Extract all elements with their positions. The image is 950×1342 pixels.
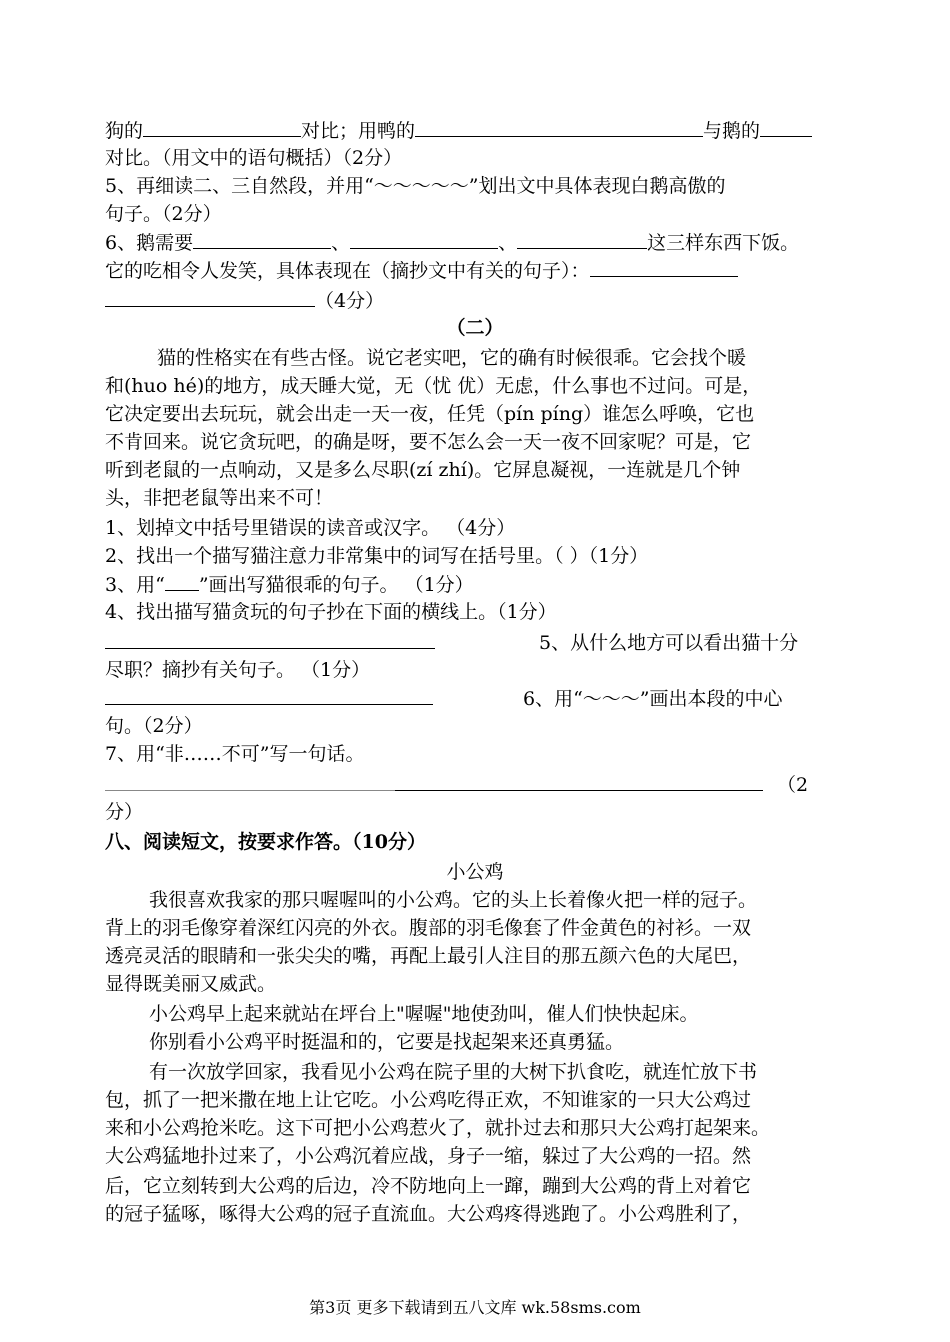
answer-blank[interactable] [395, 770, 763, 791]
question-7-answer-line [105, 770, 808, 798]
question-5-line2: 尽职？摘抄有关句子。 （1分） [105, 659, 371, 681]
passage-line: 听到老鼠的一点响动，又是多么尽职(zí zhí)。它屏息凝视，一连就是几个钟 [105, 459, 741, 481]
text: 5、从什么地方可以看出猫十分 [539, 632, 799, 654]
story-line: 你别看小公鸡平时挺温和的，它要是找起架来还真勇猛。 [149, 1031, 625, 1053]
answer-blank[interactable] [105, 770, 395, 791]
passage-line: 猫的性格实在有些古怪。说它老实吧，它的确有时候很乖。它会找个暖 [157, 347, 747, 369]
q6-line1 [105, 228, 799, 256]
q4-line1 [105, 116, 812, 144]
story-line: 来和小公鸡抢米吃。这下可把小公鸡惹火了，就扑过去和那只大公鸡打起架来。 [105, 1117, 771, 1139]
question-4: 4、找出描写猫贪玩的句子抄在下面的横线上。（1分） [105, 601, 557, 623]
text: （2 [777, 774, 809, 796]
story-line: 我很喜欢我家的那只喔喔叫的小公鸡。它的头上长着像火把一样的冠子。 [149, 889, 758, 911]
question-5-6-line [105, 684, 783, 712]
passage-line: 不肯回来。说它贪玩吧，的确是呀，要不怎么会一天一夜不回家呢？可是，它 [105, 431, 752, 453]
answer-blank[interactable] [415, 116, 703, 137]
text: 、 [331, 232, 351, 254]
question-1: 1、划掉文中括号里错误的读音或汉字。 （4分） [105, 517, 516, 539]
text: 与鹅的 [703, 120, 761, 142]
answer-blank[interactable] [105, 286, 315, 307]
q6-line2 [105, 256, 738, 284]
answer-blank[interactable] [143, 116, 301, 137]
text: ”画出写猫很乖的句子。 （1分） [198, 574, 474, 596]
story-line: 的冠子猛啄，啄得大公鸡的冠子直流血。大公鸡疼得逃跑了。小公鸡胜利了， [105, 1203, 752, 1225]
text: 它的吃相令人发笑，具体表现在（摘抄文中有关的句子）： [105, 260, 590, 282]
q5-line2: 句子。（2分） [105, 203, 222, 225]
answer-blank[interactable] [105, 628, 435, 649]
story-line: 包，抓了一把米撒在地上让它吃。小公鸡吃得正欢，不知谁家的一只大公鸡过 [105, 1089, 752, 1111]
passage-line: 它决定要出去玩玩，就会出走一天一夜，任凭（pín píng）谁怎么呼唤，它也 [105, 403, 755, 425]
answer-blank[interactable] [105, 684, 433, 705]
answer-blank[interactable] [590, 256, 738, 277]
q4-line2: 对比。（用文中的语句概括）（2分） [105, 147, 403, 169]
question-6-line2: 句。（2分） [105, 715, 203, 737]
question-4-5-line [105, 628, 798, 656]
question-7: 7、用“非……不可”写一句话。 [105, 743, 365, 765]
story-line: 透亮灵活的眼睛和一张尖尖的嘴，再配上最引人注目的那五颜六色的大尾巴， [105, 945, 752, 967]
story-line: 背上的羽毛像穿着深红闪亮的外衣。腹部的羽毛像套了件金黄色的衬衫。一双 [105, 917, 752, 939]
story-line: 显得既美丽又威武。 [105, 973, 277, 995]
story-line: 有一次放学回家，我看见小公鸡在院子里的大树下扒食吃，就连忙放下书 [149, 1061, 758, 1083]
text: 这三样东西下饭。 [647, 232, 800, 254]
section-8-heading: 八、阅读短文，按要求作答。（10分） [105, 831, 426, 853]
story-line: 大公鸡猛地扑过来了，小公鸡沉着应战，身子一缩，躲过了大公鸡的一招。然 [105, 1145, 752, 1167]
answer-blank[interactable] [760, 116, 812, 137]
passage-line: 和(huo hé)的地方，成天睡大觉，无（忧 优）无虑，什么事也不过问。可是， [105, 375, 762, 397]
q6-line3 [105, 286, 384, 314]
answer-blank[interactable] [517, 228, 647, 249]
story-title: 小公鸡 [446, 861, 504, 883]
text: 、 [498, 232, 518, 254]
question-7-score: 分） [105, 801, 144, 823]
section-heading: （二） [446, 317, 504, 339]
page-footer: 第3页 更多下载请到五八文库 wk.58sms.com [309, 1298, 641, 1317]
story-line: 后，它立刻转到大公鸡的后边，冷不防地向上一蹿，蹦到大公鸡的背上对着它 [105, 1175, 752, 1197]
story-line: 小公鸡早上起来就站在坪台上"喔喔"地使劲叫，催人们快快起床。 [149, 1003, 699, 1025]
question-3 [105, 570, 474, 598]
answer-blank[interactable] [193, 228, 331, 249]
question-2: 2、找出一个描写猫注意力非常集中的词写在括号里。（ ）（1分） [105, 545, 649, 567]
text: 狗的 [105, 120, 144, 142]
q5-line1: 5、再细读二、三自然段，并用“～～～～～”划出文中具体表现白鹅高傲的 [105, 175, 726, 197]
text: 3、用“ [105, 574, 165, 596]
text: （4分） [315, 290, 385, 312]
answer-blank[interactable] [350, 228, 498, 249]
text: 6、鹅需要 [105, 232, 194, 254]
underline-sample [165, 570, 199, 591]
passage-line: 头，非把老鼠等出来不可！ [105, 487, 334, 509]
text: 6、用“～～～”画出本段的中心 [523, 688, 783, 710]
text: 对比；用鸭的 [301, 120, 416, 142]
